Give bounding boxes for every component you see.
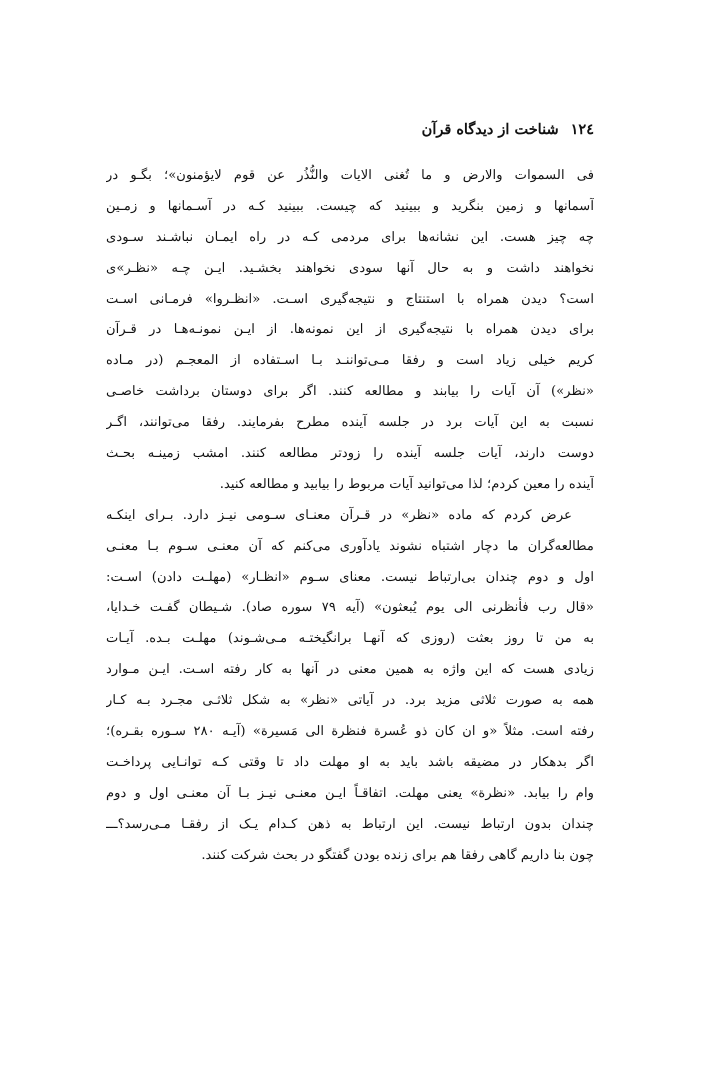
- text-line: رفته است. مثلاً «و ان کان ذو عُسرة فنظرة الی مَسیرة» (آیـه ٢٨٠ سـوره بقـره)؛: [106, 724, 594, 740]
- text-line: عرض کردم که ماده «نظر» در قـرآن معنـای سـومی نیـز دارد. بـرای اینکـه: [106, 507, 572, 523]
- text-line: آینده را معین کردم؛ لذا می‌توانید آیات مربوط را بیابید و مطالعه کنید.: [219, 476, 594, 492]
- text-line: کریم خیلی زیاد است و رفقا مـی‌تواننـد بـا اسـتفاده از المعجـم (در مـاده: [106, 353, 594, 369]
- text-line: چون بنا داریم گاهی رفقا هم برای زنده بودن گفتگو در بحث شرکت کنند.: [201, 847, 594, 863]
- text-line: «نظر») آن آیات را بیابند و مطالعه کنند. اگر برای دوستان برداشت خاصـی: [106, 384, 594, 400]
- body-text: [106, 161, 594, 871]
- text-line: نسبت به این آیات برد در جلسه آینده مطرح بفرمایند. رفقا می‌توانند، اگـر: [106, 415, 594, 431]
- page-number: ١٢٤: [570, 121, 594, 138]
- text-line: چندان بدون ارتباط نیست. این ارتباط به ذهن کـدام یـک از رفقـا مـی‌رسد؟ـــ: [106, 816, 594, 832]
- paragraph-2: [106, 501, 594, 872]
- text-line: فی السموات والارض و ما تُغنی الایات والنُّذُر عن قوم لایؤمنون»؛ بگـو در: [106, 168, 594, 183]
- text-line: است؟ دیدن همراه با استنتاج و نتیجه‌گیری اسـت. «انظـروا» فرمـانی اسـت: [106, 291, 594, 307]
- text-line: به من تا روز بعثت (روزی که آنهـا برانگیختـه مـی‌شـوند) مهلـت بـده. آیـات: [106, 631, 594, 647]
- text-line: دوست دارند، آیات جلسه آینده را زودتر مطالعه کنند. امشب زمینـه بحـث: [106, 446, 594, 462]
- text-line: چه چیز هست. این نشانه‌ها برای مردمی کـه در راه ایمـان نباشـند سـودی: [106, 229, 594, 245]
- running-title: شناخت از دیدگاه قرآن: [421, 121, 559, 138]
- paragraph-1: [106, 161, 594, 501]
- text-line: همه به صورت ثلاثی مزید برد. در آیاتی «نظر» به شکل ثلاثـی مجـرد بـه کـار: [106, 693, 594, 709]
- text-line: اگر بدهکار در مضیقه باشد باید به او مهلت داد تا وقتی کـه توانـایی پرداخـت: [106, 754, 594, 770]
- text-line: زیادی هست که این واژه به همین معنی در آنها به کار رفته اسـت. ایـن مـوارد: [106, 662, 594, 678]
- text-line: وام را بیابد. «نظرة» یعنی مهلت. اتفاقـاً ایـن معنـی نیـز بـا آن معنـی اول و دوم: [106, 785, 594, 801]
- text-line: آسمانها و زمین بنگرید و ببینید که چیست. ببینید کـه در آسـمانها و زمـین: [106, 198, 594, 214]
- text-line: مطالعه‌گران ما دچار اشتباه نشوند یادآوری می‌کنم که آن معنـی سـوم بـا معنـی: [106, 538, 594, 554]
- text-line: اول و دوم چندان بی‌ارتباط نیست. معنای سـوم «انظـار» (مهلـت دادن) اسـت:: [106, 569, 594, 585]
- text-line: برای دیدن همراه با نتیجه‌گیری از این نمونه‌ها. از ایـن نمونـه‌هـا در قـرآن: [106, 322, 594, 338]
- page-header: [422, 121, 594, 138]
- text-line: «قال رب فأنظرنی الی یوم یُبعثون» (آیه ٧٩ سوره صاد). شـیطان گفـت خـدایا،: [106, 600, 594, 616]
- text-line: نخواهند داشت و به حال آنها سودی نخواهند بخشـید. ایـن چـه «نظـر»ی: [106, 260, 594, 276]
